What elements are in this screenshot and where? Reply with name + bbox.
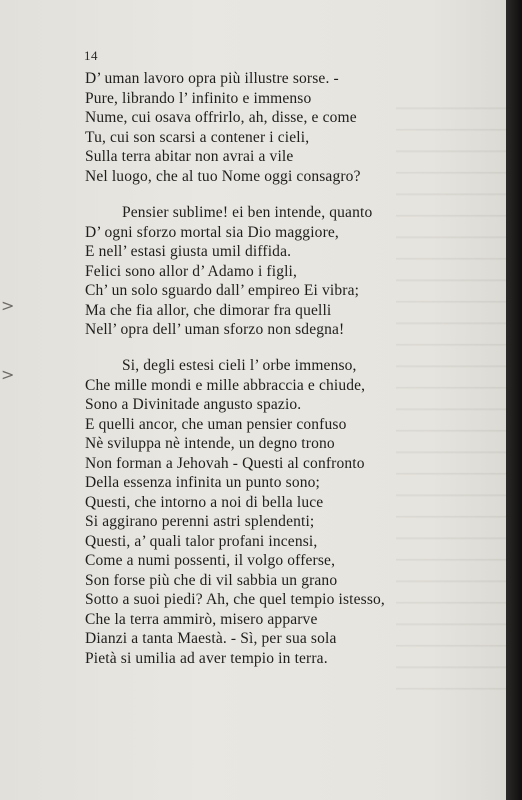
verse-line: Questi, che intorno a noi di bella luce — [85, 493, 324, 511]
margin-mark: > — [1, 296, 15, 315]
verse-line: Nel luogo, che al tuo Nome oggi consagro? — [85, 167, 361, 185]
stanza-1 — [85, 69, 361, 186]
verse-line: Tu, cui son scarsi a contener i cieli, — [85, 128, 310, 146]
verse-line: Pure, librando l’ infinito e immenso — [85, 89, 312, 107]
verse-line: E nell’ estasi giusta umil diffida. — [85, 243, 292, 260]
facing-page-edge — [506, 0, 522, 800]
verse-line: Si, degli estesi cieli l’ orbe immenso, — [122, 357, 357, 374]
verse-line: Pensier sublime! ei ben intende, quanto — [122, 204, 373, 221]
verse-line: Son forse più che di vil sabbia un grano — [85, 571, 338, 589]
verse-line: Felici sono allor d’ Adamo i figli, — [85, 262, 298, 280]
verse-line: Dianzi a tanta Maestà. - Sì, per sua sola — [85, 630, 337, 647]
verse-line: Nè sviluppa nè intende, un degno trono — [85, 435, 335, 452]
page-number: 14 — [84, 48, 98, 63]
verse-line: Che mille mondi e mille abbraccia e chiude, — [85, 376, 366, 394]
verse-line: Nume, cui osava offrirlo, ah, disse, e come — [85, 109, 357, 126]
stanza-3 — [85, 356, 385, 668]
verse-line: Pietà si umilia ad aver tempio in terra. — [85, 649, 328, 667]
verse-line: D’ uman lavoro opra più illustre sorse. - — [85, 70, 339, 87]
verse-line: Della essenza infinita un punto sono; — [85, 474, 320, 491]
verse-line: Sotto a suoi piedi? Ah, che quel tempio istesso, — [85, 591, 385, 608]
verse-line: Si aggirano perenni astri splendenti; — [85, 513, 315, 530]
show-through-text — [396, 95, 506, 695]
margin-mark: > — [1, 365, 15, 384]
verse-line: Che la terra ammirò, misero apparve — [85, 610, 318, 628]
verse-line: Sulla terra abitar non avrai a vile — [85, 148, 294, 165]
verse-line: Sono a Divinitade angusto spazio. — [85, 396, 302, 413]
verse-line: Questi, a’ quali talor profani incensi, — [85, 532, 318, 550]
verse-line: D’ ogni sforzo mortal sia Dio maggiore, — [85, 223, 339, 241]
verse-line: E quelli ancor, che uman pensier confuso — [85, 415, 347, 433]
verse-line: Non forman a Jehovah - Questi al confronto — [85, 454, 365, 472]
verse-line: Nell’ opra dell’ uman sforzo non sdegna! — [85, 321, 345, 338]
stanza-2 — [85, 203, 372, 340]
verse-line: Come a numi possenti, il volgo offerse, — [85, 552, 336, 569]
verse-line: Ma che fia allor, che dimorar fra quelli — [85, 301, 332, 319]
verse-line: Ch’ un solo sguardo dall’ empireo Ei vibra; — [85, 282, 360, 299]
